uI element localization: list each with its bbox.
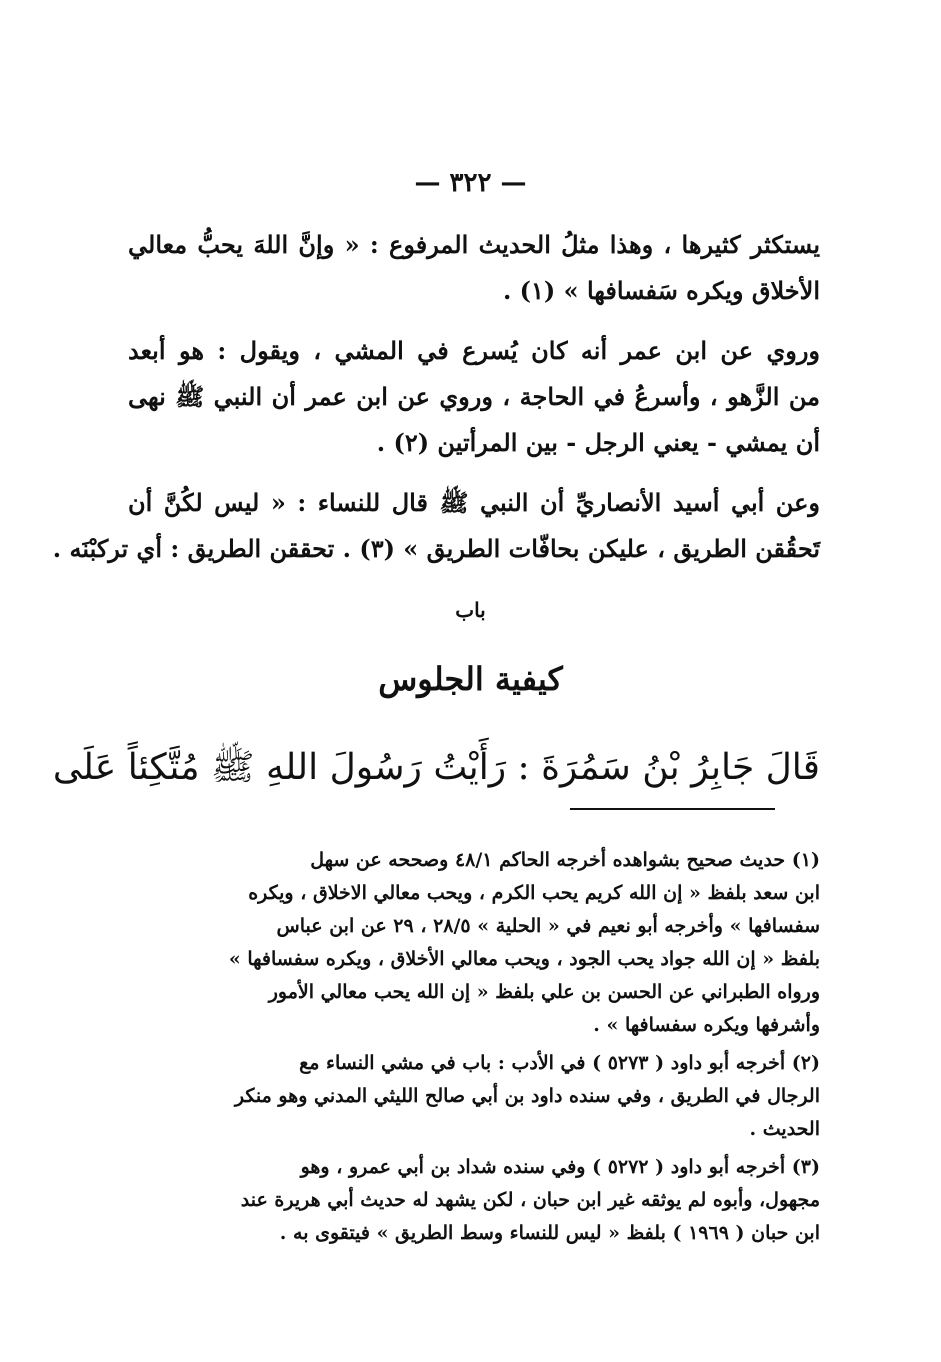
paragraph-line: وروي عن ابن عمر أنه كان يُسرع في المشي ، ويقول : هو أبعد <box>128 336 820 365</box>
paragraph-line: تَحقُقن الطريق ، عليكن بحافّات الطريق » (٣) . تحققن الطريق : أي تركبْنَه . <box>52 534 820 563</box>
page-number: — ٣٢٢ — <box>414 168 527 198</box>
bab-label: باب <box>455 598 486 622</box>
footnotes <box>128 844 820 1255</box>
paragraph-line: وعن أبي أسيد الأنصاريِّ أن النبي ﷺ قال للنساء : « ليس لكُنَّ أن <box>128 488 820 517</box>
bab-heading <box>0 598 941 622</box>
chapter-title: كيفية الجلوس <box>378 660 563 698</box>
paragraph-1 <box>128 222 820 314</box>
paragraph-line: أن يمشي - يعني الرجل - بين المرأتين (٢) . <box>376 428 820 457</box>
footnote-line: (٢) أخرجه أبو داود ( ٥٢٧٣ ) في الأدب : باب في مشي النساء مع <box>299 1052 820 1074</box>
footnote-line: ورواه الطبراني عن الحسن بن علي بلفظ « إن الله يحب معالي الأمور <box>268 981 820 1003</box>
paragraph-line: يستكثر كثيرها ، وهذا مثلُ الحديث المرفوع : « وإنَّ اللهَ يحبُّ معالي <box>128 230 820 259</box>
paragraph-line: الأخلاق ويكره سَفسافها » (١) . <box>502 276 820 305</box>
footnote-line: ابن سعد بلفظ « إن الله كريم يحب الكرم ، ويحب معالي الاخلاق ، ويكره <box>248 882 820 904</box>
footnote-line: (٣) أخرجه أبو داود ( ٥٢٧٢ ) وفي سنده شداد بن أبي عمرو ، وهو <box>300 1156 820 1178</box>
paragraph-2 <box>128 328 820 466</box>
footnote-line: (١) حديث صحيح بشواهده أخرجه الحاكم ٤٨/١ وصححه عن سهل <box>310 849 820 871</box>
paragraph-line: من الزَّهو ، وأسرعُ في الحاجة ، وروي عن ابن عمر أن النبي ﷺ نهى <box>128 382 820 411</box>
footnote-line: سفسافها » وأخرجه أبو نعيم في « الحلية » ٢٨/٥ ، ٢٩ عن ابن عباس <box>276 915 820 937</box>
footnote-2 <box>128 1047 820 1146</box>
footnote-3 <box>128 1151 820 1250</box>
paragraph-3 <box>52 480 820 572</box>
footnote-line: الرجال في الطريق ، وفي سنده داود بن أبي صالح الليثي المدني وهو منكر <box>234 1085 820 1107</box>
footnote-line: الحديث . <box>749 1118 820 1140</box>
footnote-line: وأشرفها ويكره سفسافها » . <box>593 1014 820 1036</box>
footnote-1 <box>128 844 820 1042</box>
footnote-line: ابن حبان ( ١٩٦٩ ) بلفظ « ليس للنساء وسط الطريق » فيتقوى به . <box>279 1222 820 1244</box>
footnote-divider <box>570 808 775 810</box>
footnote-line: مجهول، وأبوه لم يوثقه غير ابن حبان ، لكن يشهد له حديث أبي هريرة عند <box>240 1189 820 1211</box>
footnote-line: بلفظ « إن الله جواد يحب الجود ، ويحب معالي الأخلاق ، ويكره سفسافها » <box>228 948 820 970</box>
hadith-opening: قَالَ جَابِرُ بْنُ سَمُرَةَ : رَأَيْتُ رَسُولَ اللهِ ﷺ مُتَّكِئاً عَلَى <box>52 747 820 788</box>
